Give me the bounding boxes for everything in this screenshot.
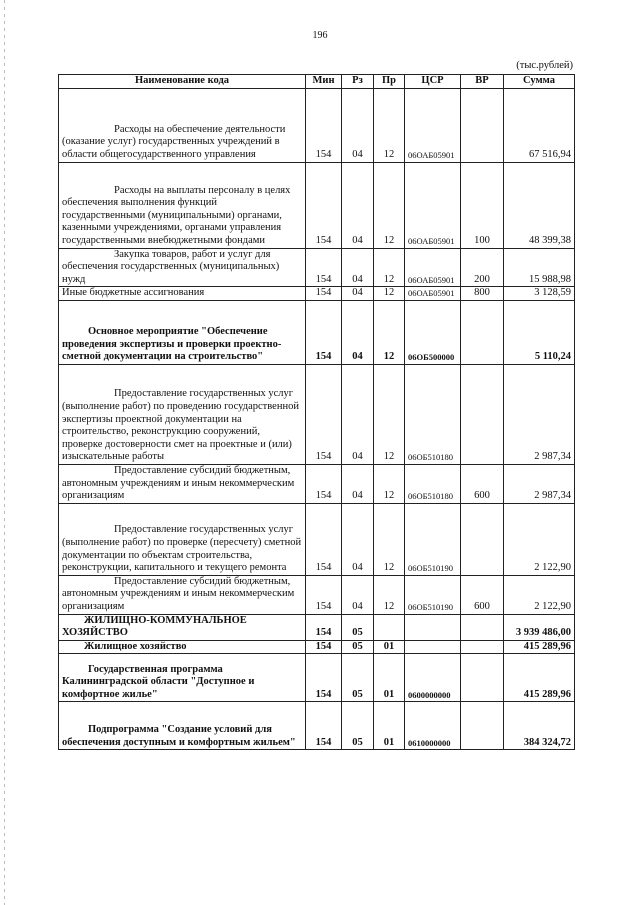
row-sum: 2 122,90 — [504, 575, 575, 614]
row-min: 154 — [306, 702, 342, 750]
row-min: 154 — [306, 614, 342, 640]
row-vr — [461, 503, 504, 575]
header-name: Наименование кода — [59, 75, 306, 89]
table-row — [59, 88, 575, 162]
row-sum: 3 128,59 — [504, 287, 575, 301]
row-sum: 2 987,34 — [504, 364, 575, 464]
row-rz: 04 — [342, 88, 374, 162]
row-pr: 12 — [374, 364, 405, 464]
row-csr: 06ОАБ05901 — [405, 162, 461, 248]
row-vr: 800 — [461, 287, 504, 301]
row-vr — [461, 88, 504, 162]
row-min: 154 — [306, 364, 342, 464]
row-rz: 04 — [342, 464, 374, 503]
row-pr: 12 — [374, 88, 405, 162]
row-pr — [374, 614, 405, 640]
row-csr: 0610000000 — [405, 702, 461, 750]
table-row — [59, 300, 575, 364]
table-row — [59, 702, 575, 750]
row-csr: 06ОБ500000 — [405, 300, 461, 364]
row-name: Государственная программа Калининградской области "Доступное и комфортное жилье" — [59, 654, 306, 702]
header-pr: Пр — [374, 75, 405, 89]
header-csr: ЦСР — [405, 75, 461, 89]
row-min: 154 — [306, 162, 342, 248]
row-vr — [461, 702, 504, 750]
row-rz: 05 — [342, 654, 374, 702]
row-name: Предоставление субсидий бюджетным, автономным учреждениям и иным некоммерческим организациям — [59, 464, 306, 503]
row-sum: 2 987,34 — [504, 464, 575, 503]
row-csr: 06ОБ510190 — [405, 575, 461, 614]
row-vr — [461, 300, 504, 364]
row-rz: 04 — [342, 287, 374, 301]
row-name: Расходы на обеспечение деятельности (оказание услуг) государственных учреждений в области общегосударственного управления — [59, 88, 306, 162]
row-min: 154 — [306, 464, 342, 503]
row-min: 154 — [306, 640, 342, 654]
row-pr: 12 — [374, 287, 405, 301]
row-sum: 15 988,98 — [504, 248, 575, 287]
row-csr: 06ОАБ05901 — [405, 287, 461, 301]
row-name: Расходы на выплаты персоналу в целях обеспечения выполнения функций государственными (муниципальными) органами, казенными учреждениями, органами управления государственными внебюджетными фондами — [59, 162, 306, 248]
page-number: 196 — [312, 30, 328, 41]
row-csr — [405, 640, 461, 654]
header-sum: Сумма — [504, 75, 575, 89]
table-row — [59, 464, 575, 503]
table-header-row — [59, 75, 575, 89]
table-row — [59, 640, 575, 654]
row-pr: 01 — [374, 654, 405, 702]
row-min: 154 — [306, 300, 342, 364]
row-pr: 12 — [374, 503, 405, 575]
row-min: 154 — [306, 287, 342, 301]
row-vr: 100 — [461, 162, 504, 248]
table-row — [59, 364, 575, 464]
row-vr — [461, 364, 504, 464]
row-rz: 04 — [342, 575, 374, 614]
row-sum: 384 324,72 — [504, 702, 575, 750]
row-min: 154 — [306, 88, 342, 162]
table-row — [59, 162, 575, 248]
row-name: Предоставление государственных услуг (выполнение работ) по проверке (пересчету) сметной документации по объектам строительства, реконструкции, капитального и текущего ремонта — [59, 503, 306, 575]
row-sum: 67 516,94 — [504, 88, 575, 162]
scan-edge-marks — [4, 0, 5, 905]
row-name: Закупка товаров, работ и услуг для обеспечения государственных (муниципальных) нужд — [59, 248, 306, 287]
header-vr: ВР — [461, 75, 504, 89]
row-pr: 12 — [374, 248, 405, 287]
row-sum: 415 289,96 — [504, 640, 575, 654]
row-name: Жилищное хозяйство — [59, 640, 306, 654]
row-pr: 12 — [374, 575, 405, 614]
row-sum: 48 399,38 — [504, 162, 575, 248]
row-vr: 200 — [461, 248, 504, 287]
row-rz: 04 — [342, 162, 374, 248]
row-sum: 5 110,24 — [504, 300, 575, 364]
row-vr — [461, 640, 504, 654]
row-pr: 01 — [374, 702, 405, 750]
units-label: (тыс.рублей) — [516, 60, 573, 71]
row-name: Предоставление субсидий бюджетным, автономным учреждениям и иным некоммерческим организациям — [59, 575, 306, 614]
row-vr — [461, 654, 504, 702]
row-min: 154 — [306, 575, 342, 614]
row-min: 154 — [306, 654, 342, 702]
row-csr: 06ОБ510190 — [405, 503, 461, 575]
table-row — [59, 248, 575, 287]
row-vr — [461, 614, 504, 640]
row-name: Предоставление государственных услуг (выполнение работ) по проведению государственной экспертизы проектной документации на строительство, реконструкцию сооружений, проверке достоверности смет на проектные и (или) изыскательные работы — [59, 364, 306, 464]
row-sum: 2 122,90 — [504, 503, 575, 575]
table-row — [59, 575, 575, 614]
row-pr: 12 — [374, 464, 405, 503]
row-name: ЖИЛИЩНО-КОММУНАЛЬНОЕ ХОЗЯЙСТВО — [59, 614, 306, 640]
row-pr: 12 — [374, 162, 405, 248]
row-csr: 0600000000 — [405, 654, 461, 702]
row-rz: 05 — [342, 702, 374, 750]
table-row — [59, 287, 575, 301]
row-csr — [405, 614, 461, 640]
table-row — [59, 503, 575, 575]
table-row — [59, 614, 575, 640]
header-rz: Рз — [342, 75, 374, 89]
row-sum: 415 289,96 — [504, 654, 575, 702]
row-rz: 05 — [342, 614, 374, 640]
budget-table — [58, 74, 575, 750]
row-min: 154 — [306, 248, 342, 287]
row-name: Иные бюджетные ассигнования — [59, 287, 306, 301]
row-csr: 06ОБ510180 — [405, 464, 461, 503]
row-vr: 600 — [461, 464, 504, 503]
row-vr: 600 — [461, 575, 504, 614]
row-sum: 3 939 486,00 — [504, 614, 575, 640]
header-min: Мин — [306, 75, 342, 89]
row-pr: 12 — [374, 300, 405, 364]
row-rz: 05 — [342, 640, 374, 654]
row-min: 154 — [306, 503, 342, 575]
table-row — [59, 654, 575, 702]
row-csr: 06ОБ510180 — [405, 364, 461, 464]
row-rz: 04 — [342, 300, 374, 364]
row-rz: 04 — [342, 364, 374, 464]
row-rz: 04 — [342, 503, 374, 575]
row-csr: 06ОАБ05901 — [405, 248, 461, 287]
row-name: Подпрограмма "Создание условий для обеспечения доступным и комфортным жильем" — [59, 702, 306, 750]
row-pr: 01 — [374, 640, 405, 654]
row-name: Основное мероприятие "Обеспечение проведения экспертизы и проверки проектно-сметной документации на строительство" — [59, 300, 306, 364]
row-rz: 04 — [342, 248, 374, 287]
row-csr: 06ОАБ05901 — [405, 88, 461, 162]
